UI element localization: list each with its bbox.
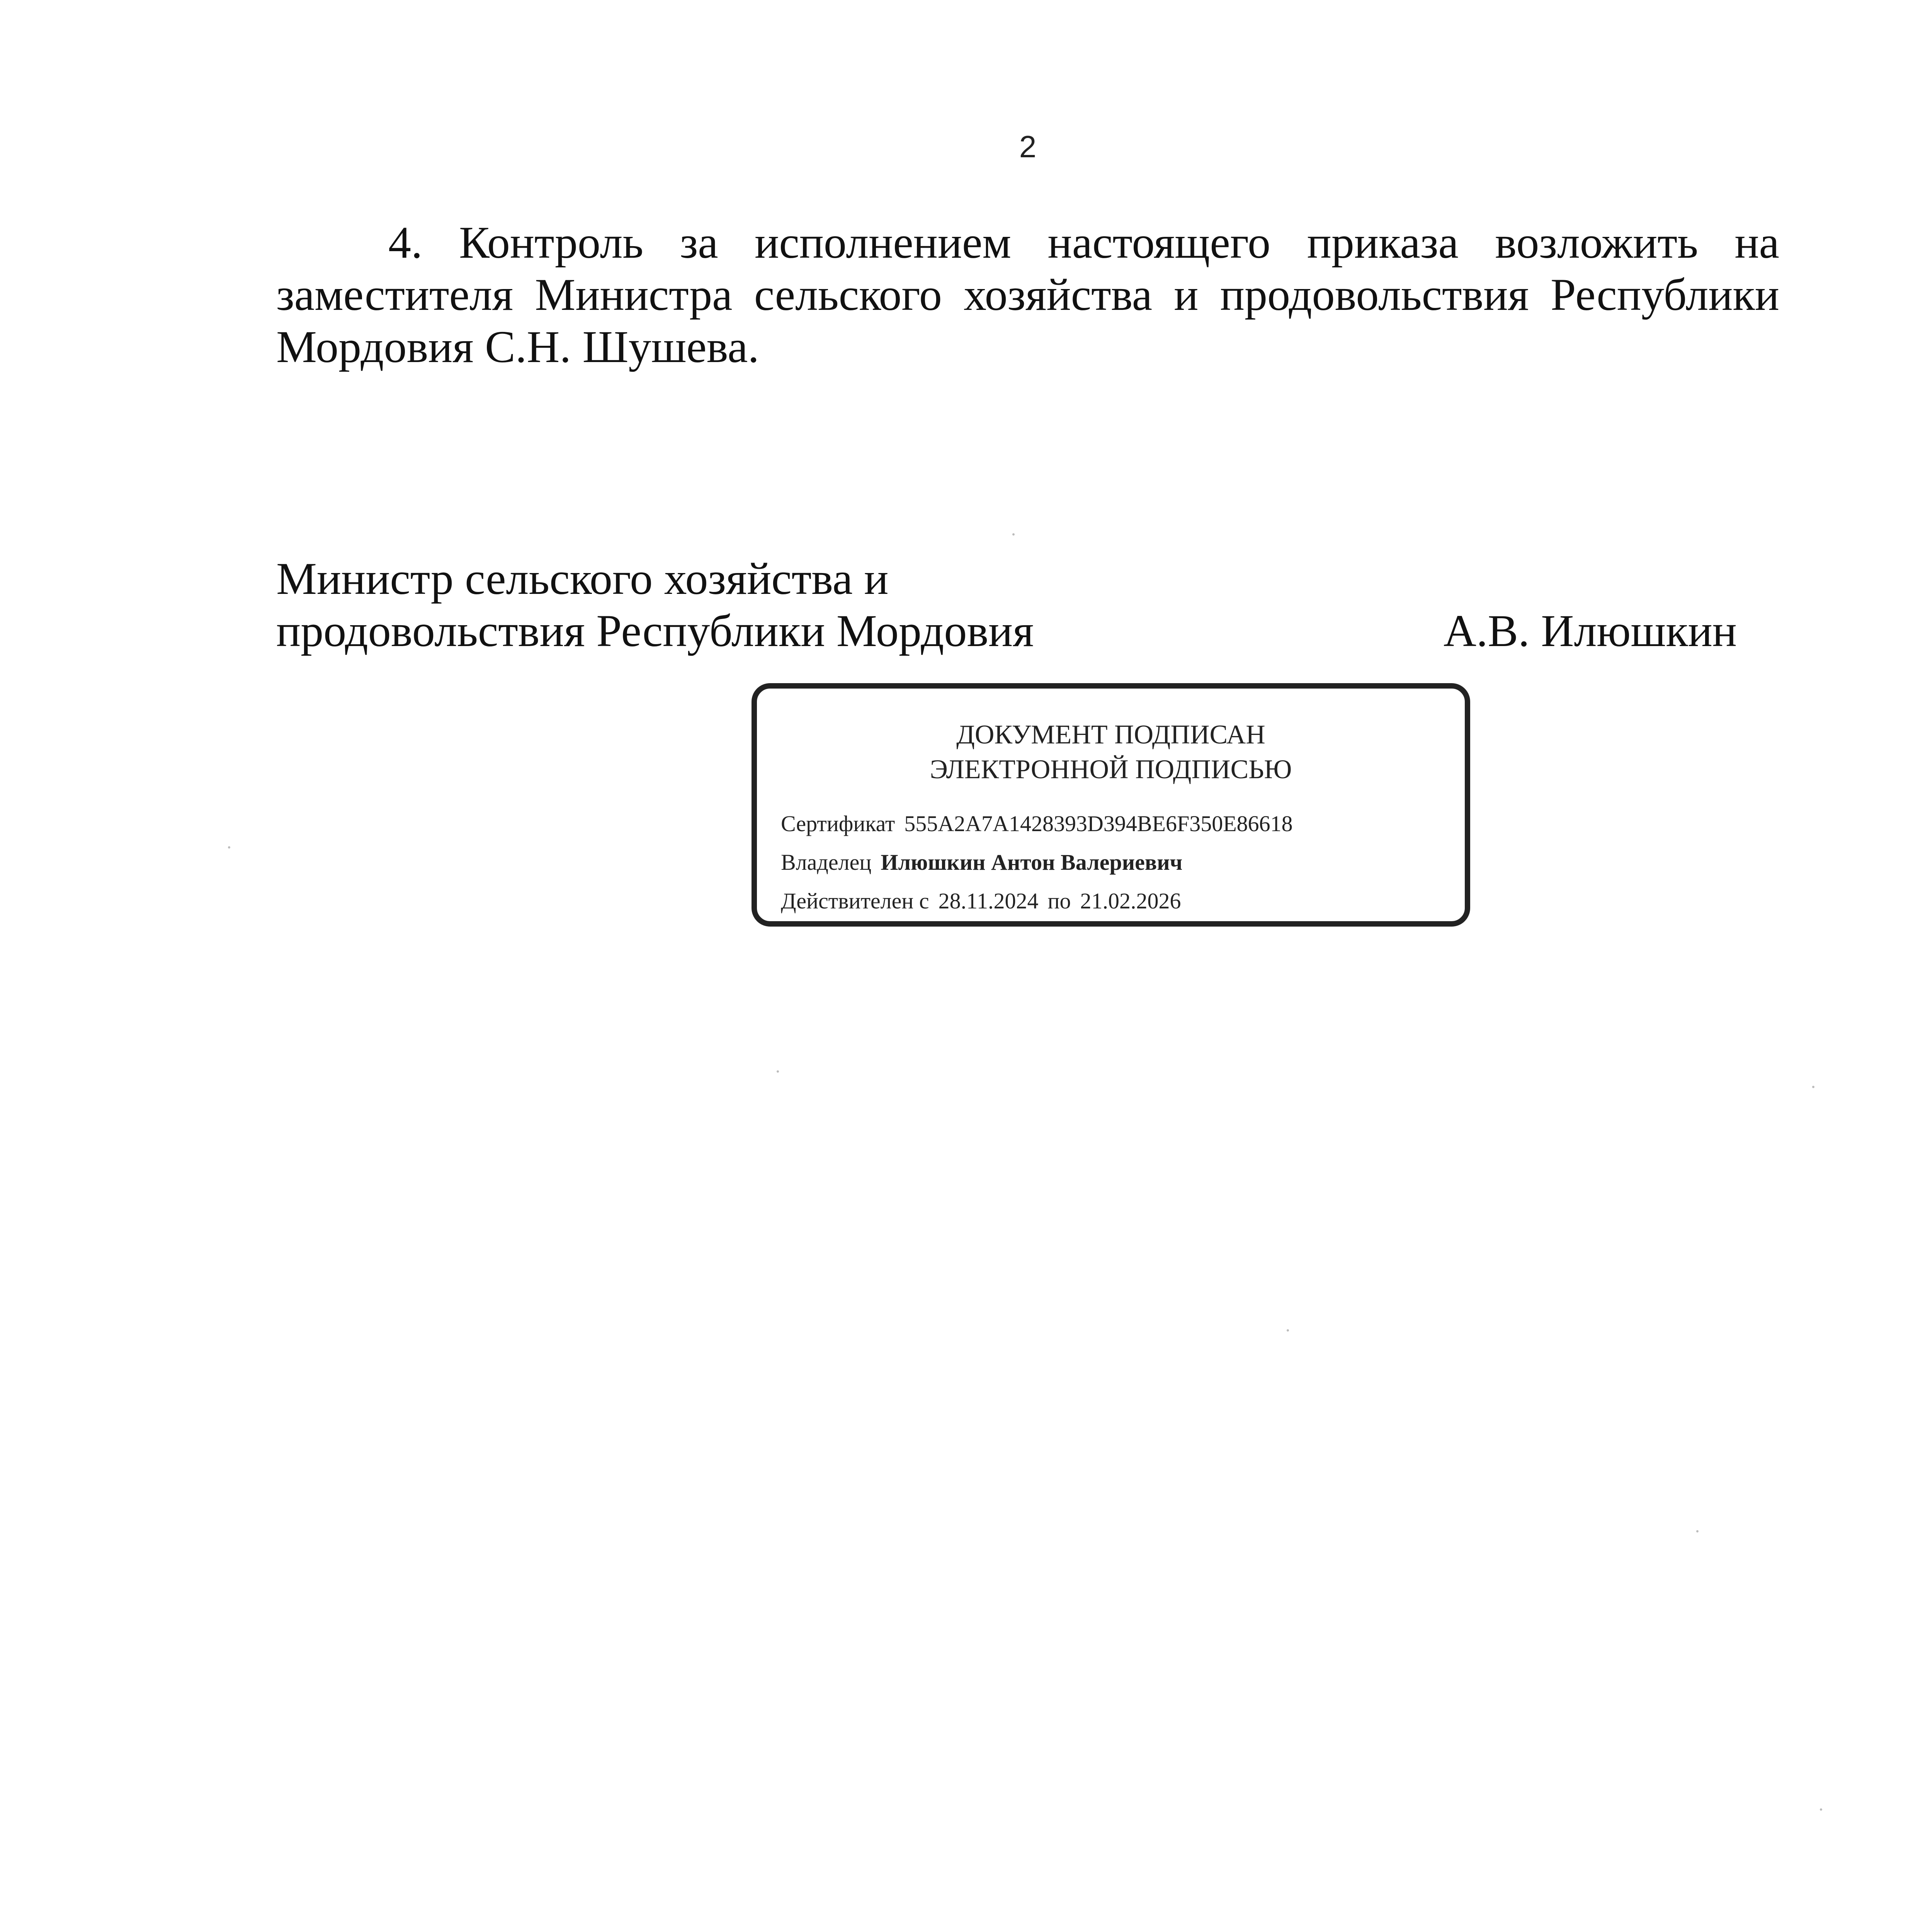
signatory-name: А.В. Илюшкин [1443, 605, 1737, 656]
stamp-details [781, 804, 1293, 920]
stamp-heading [757, 718, 1465, 787]
owner-row [781, 843, 1293, 882]
certificate-row [781, 804, 1293, 843]
scan-speck [1012, 533, 1015, 536]
owner-label: Владелец [781, 850, 872, 875]
scan-speck [1812, 1086, 1814, 1088]
scan-speck [1287, 1329, 1289, 1332]
valid-to: 21.02.2026 [1080, 888, 1181, 913]
valid-label: Действителен с [781, 888, 929, 913]
scan-speck [777, 1070, 779, 1073]
signatory-position-line-1: Министр сельского хозяйства и [276, 553, 889, 604]
stamp-heading-line-1: ДОКУМЕНТ ПОДПИСАН [956, 720, 1265, 750]
certificate-value: 555A2A7A1428393D394BE6F350E86618 [904, 811, 1293, 836]
scan-speck [1820, 1808, 1822, 1811]
signatory-position-line-2: продовольствия Республики Мордовия [276, 605, 1034, 656]
owner-value: Илюшкин Антон Валериевич [881, 850, 1183, 875]
valid-to-label: по [1047, 888, 1071, 913]
signatory-position [276, 553, 1034, 657]
validity-row [781, 882, 1293, 920]
valid-from: 28.11.2024 [938, 888, 1039, 913]
body-paragraph: 4. Контроль за исполнением настоящего приказа возложить на заместителя Министра сельского хозяйства и продовольствия Республики Мордовия С.Н. Шушева. [276, 217, 1779, 372]
page-number: 2 [1019, 129, 1037, 164]
stamp-heading-line-2: ЭЛЕКТРОННОЙ ПОДПИСЬЮ [930, 755, 1292, 784]
scan-speck [1696, 1530, 1699, 1532]
signature-block [276, 553, 1779, 676]
electronic-signature-stamp [752, 683, 1470, 927]
scan-speck [228, 846, 230, 849]
certificate-label: Сертификат [781, 811, 895, 836]
